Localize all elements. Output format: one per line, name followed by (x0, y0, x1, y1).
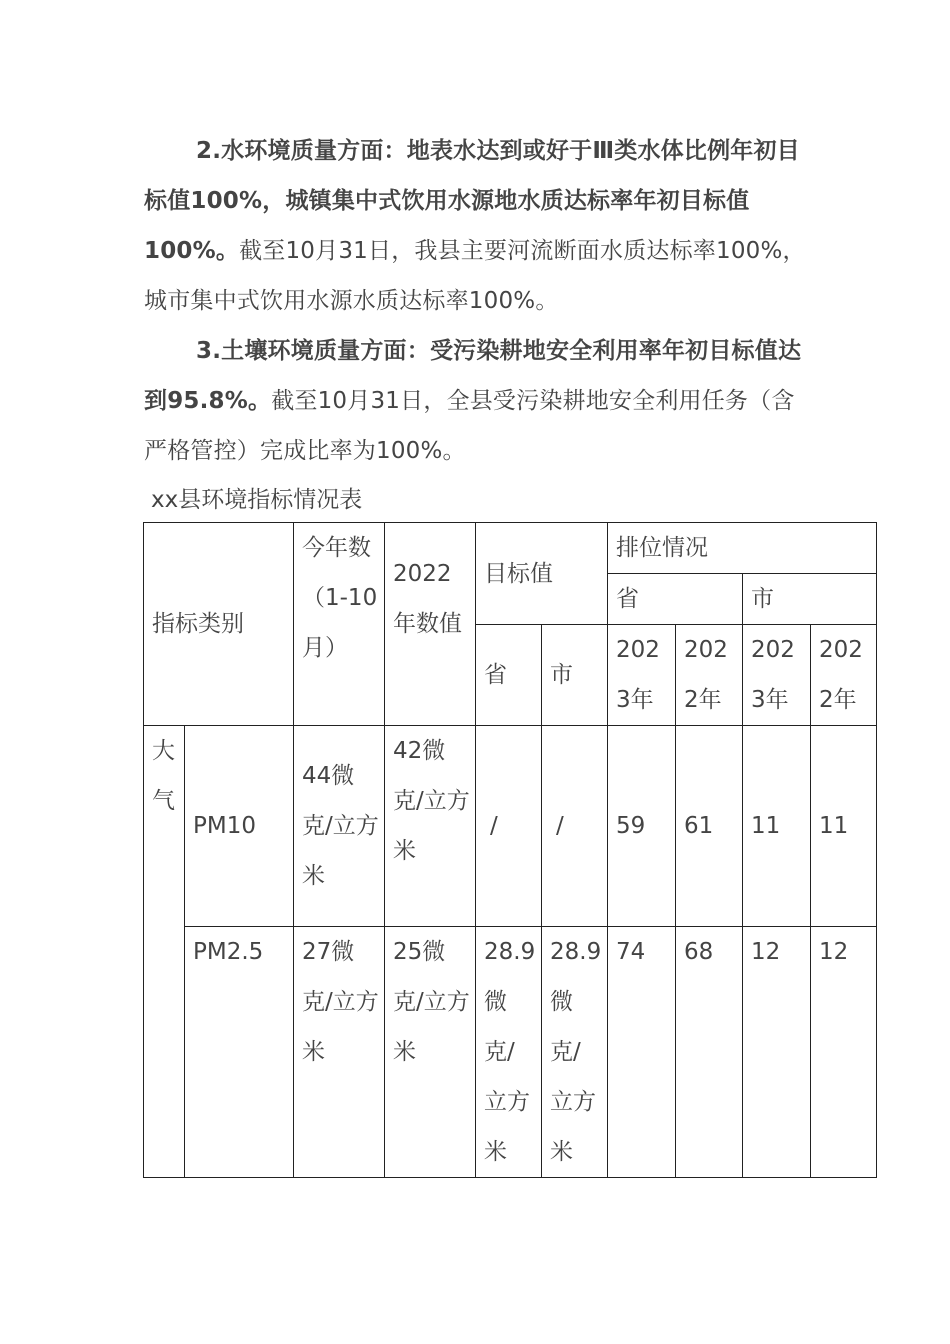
rank-province-2023-value: 74 (608, 927, 676, 1178)
rank-province-2023-value: 59 (608, 726, 676, 927)
paragraph-soil-quality-text: 截至10月31日，全县受污染耕地安全利用任务（含严格管控）完成比率为100%。 (144, 388, 795, 464)
paragraph-water-quality-text: 截至10月31日，我县主要河流断面水质达标率100%，城市集中式饮用水源水质达标率100%。 (144, 238, 806, 314)
target-province-value: / (476, 726, 542, 927)
rank-city-2023-value: 12 (743, 927, 811, 1178)
header-target-province: 省 (476, 625, 542, 726)
rank-city-2022-value: 12 (811, 927, 877, 1178)
header-this-year: 今年数（1-10月） (294, 523, 385, 726)
rank-province-2022-value: 68 (676, 927, 743, 1178)
group-label-air: 大气 (144, 726, 185, 1178)
this-year-value: 44微克/立方米 (294, 726, 385, 927)
year-2022-value: 42微克/立方米 (385, 726, 476, 927)
header-target: 目标值 (476, 523, 608, 625)
table-caption: xx县环境指标情况表 (151, 487, 363, 513)
table-row (144, 927, 877, 1178)
paragraph-soil-quality-bold: 3.土壤环境质量方面：受污染耕地安全利用率年初目标值达到95.8%。 (144, 338, 802, 414)
rank-province-2022-value: 61 (676, 726, 743, 927)
this-year-value: 27微克/立方米 (294, 927, 385, 1178)
header-rank-province-2022: 2022年 (676, 625, 743, 726)
indicator-name: PM2.5 (185, 927, 294, 1178)
header-rank-province-2023: 2023年 (608, 625, 676, 726)
header-ranking-city: 市 (743, 574, 877, 625)
rank-city-2023-value: 11 (743, 726, 811, 927)
target-city-value: 28.9微克/立方米 (542, 927, 608, 1178)
header-ranking-province: 省 (608, 574, 743, 625)
environment-indicator-table (143, 522, 877, 1178)
rank-city-2022-value: 11 (811, 726, 877, 927)
paragraph-water-quality (144, 126, 814, 326)
header-rank-city-2022: 2022年 (811, 625, 877, 726)
header-rank-city-2023: 2023年 (743, 625, 811, 726)
year-2022-value: 25微克/立方米 (385, 927, 476, 1178)
target-city-value: / (542, 726, 608, 927)
paragraph-water-quality-bold: 2.水环境质量方面：地表水达到或好于Ⅲ类水体比例年初目标值100%，城镇集中式饮用水源地水质达标率年初目标值100%。 (144, 138, 800, 264)
header-2022-value: 2022年数值 (385, 523, 476, 726)
table-row (144, 726, 877, 927)
header-target-city: 市 (542, 625, 608, 726)
target-province-value: 28.9微克/立方米 (476, 927, 542, 1178)
paragraph-soil-quality (144, 326, 814, 476)
header-ranking: 排位情况 (608, 523, 877, 574)
header-category: 指标类别 (144, 523, 294, 726)
indicator-name: PM10 (185, 726, 294, 927)
